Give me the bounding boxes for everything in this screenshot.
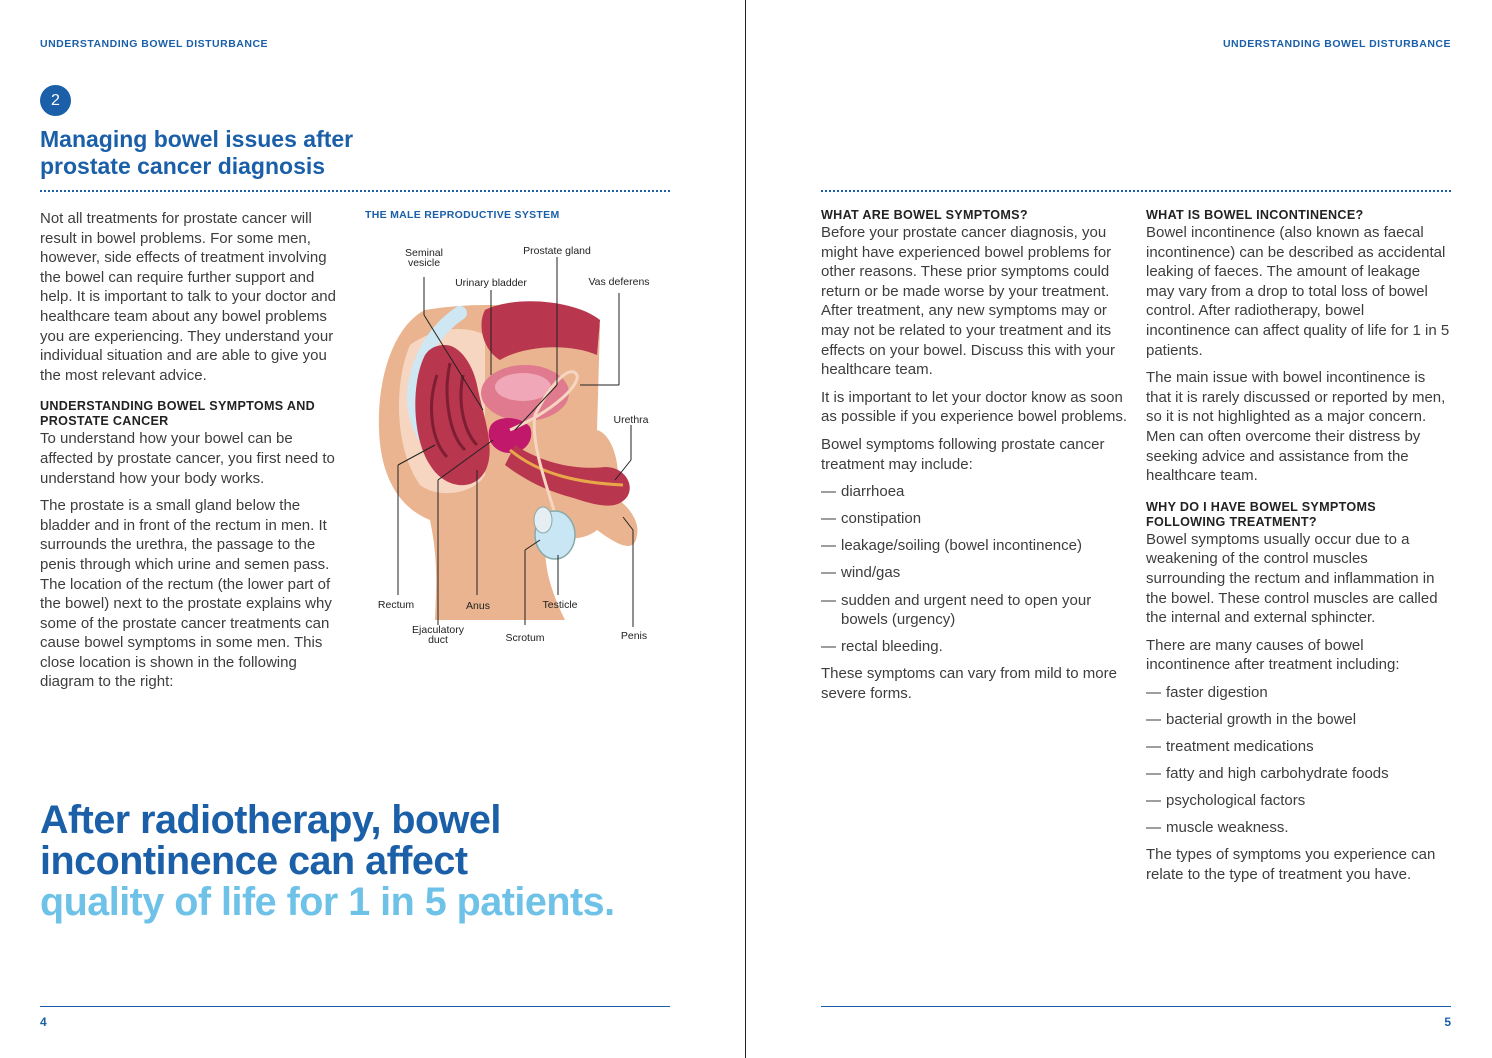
section-heading: WHY DO I HAVE BOWEL SYMPTOMS FOLLOWING TREATMENT? (1146, 499, 1376, 529)
body-paragraph: Bowel incontinence (also known as faecal incontinence) can be described as accidental leaking of faeces. The amount of leakage may vary from a drop to total loss of bowel control. After radiotherapy, bowel incontinence can affect quality of life for 1 in 5 patients. (1146, 224, 1450, 359)
running-header-right: UNDERSTANDING BOWEL DISTURBANCE (1222, 38, 1451, 50)
pull-quote (40, 800, 615, 923)
pull-quote-line: After radiotherapy, bowel (40, 798, 501, 842)
body-paragraph: It is important to let your doctor know as soon as possible if you experience bowel problems. (821, 388, 1127, 426)
intro-paragraph: Not all treatments for prostate cancer will result in bowel problems. For some men, however, side effects of treatment involving the bowel can require further support and help. It is important to talk to your doctor and healthcare team about any bowel problems you are experiencing. They understand your individual situation and are able to give you the most relevant advice. (40, 210, 336, 384)
footer-rule-left (40, 1006, 670, 1007)
body-paragraph: There are many causes of bowel incontinence after treatment including: (1146, 636, 1400, 674)
symptoms-column (821, 208, 1127, 711)
list-item: — diarrhoea (821, 483, 905, 501)
list-item: — rectal bleeding. (821, 638, 943, 656)
left-text-column (40, 209, 345, 700)
footer-rule-right (821, 1006, 1451, 1007)
label-urethra: Urethra (613, 414, 649, 426)
body-paragraph: The prostate is a small gland below the bladder and in front of the rectum in men. It surrounds the urethra, the passage to the penis through which urine and semen pass. The location of the rectum (the lower part of the bowel) next to the prostate explains why some of the prostate cancer treatments can cause bowel symptoms in some men. This close location is shown in the following diagram to the right: (40, 497, 332, 691)
page-number-right: 5 (1444, 1015, 1451, 1029)
body-paragraph: Bowel symptoms usually occur due to a weakening of the control muscles surrounding the rectum and inflammation in the bowel. These control muscles are called the internal and external sphincter. (1146, 530, 1438, 627)
symptoms-list (821, 482, 1127, 657)
symptoms-heading: UNDERSTANDING BOWEL SYMPTOMS AND PROSTATE CANCER (40, 399, 316, 429)
page-number-left: 4 (40, 1015, 47, 1029)
list-item: — constipation (821, 510, 922, 528)
list-item: — muscle weakness. (1146, 819, 1289, 837)
list-item: — sudden and urgent need to open your bowels (urgency) (821, 591, 1092, 629)
label-anus: Anus (466, 600, 490, 612)
diagram-title: THE MALE REPRODUCTIVE SYSTEM (365, 209, 560, 221)
list-item: — faster digestion (1146, 683, 1268, 701)
body-paragraph: To understand how your bowel can be affected by prostate cancer, you first need to understand how your body works. (40, 430, 335, 487)
label-testicle: Testicle (542, 599, 578, 611)
male-reproductive-system-diagram (365, 235, 670, 655)
dotted-divider-left (40, 190, 670, 192)
label-ejaculatory-duct: Ejaculatory (412, 624, 464, 636)
list-item: — bacterial growth in the bowel (1146, 710, 1357, 728)
body-paragraph: The main issue with bowel incontinence is that it is rarely discussed or reported by men, so it is not highlighted as a major concern. Men can often overcome their distress by seeking advice and assistance from the healthcare team. (1146, 369, 1446, 485)
running-header-left: UNDERSTANDING BOWEL DISTURBANCE (40, 38, 269, 50)
body-paragraph: Bowel symptoms following prostate cancer treatment may include: (821, 435, 1105, 473)
label-vas-deferens: Vas deferens (588, 276, 650, 288)
epididymis (534, 507, 552, 533)
section-heading: WHAT IS BOWEL INCONTINENCE? (1146, 208, 1364, 222)
label-seminal-vesicle: Seminal (405, 247, 443, 259)
body-paragraph: These symptoms can vary from mild to more severe forms. (821, 665, 1117, 702)
label-rectum: Rectum (377, 599, 415, 611)
list-item: — psychological factors (1146, 792, 1306, 810)
label-scrotum: Scrotum (505, 632, 545, 644)
list-item: — treatment medications (1146, 738, 1314, 756)
list-item: — leakage/soiling (bowel incontinence) (821, 537, 1082, 555)
body-paragraph: The types of symptoms you experience can relate to the type of treatment you have. (1146, 846, 1436, 884)
label-prostate-gland: Prostate gland (523, 245, 591, 257)
incontinence-column (1146, 208, 1451, 893)
pull-quote-line: incontinence can affect (40, 839, 468, 883)
body-paragraph: Before your prostate cancer diagnosis, you might have experienced bowel problems for other reasons. These prior symptoms could return or be made worse by your treatment. After treatment, any new symptoms may or may not be related to your treatment and its effects on your bowel. Discuss this with your healthcare team. (821, 224, 1116, 379)
bladder-highlight (495, 373, 551, 401)
list-item: — wind/gas (821, 564, 901, 582)
label-ejaculatory-duct: duct (428, 634, 448, 646)
label-urinary-bladder: Urinary bladder (455, 277, 527, 289)
section-number-badge: 2 (40, 85, 71, 116)
label-seminal-vesicle: vesicle (407, 257, 441, 269)
section-title: Managing bowel issues after prostate cancer diagnosis (40, 126, 354, 179)
page-spine (745, 0, 746, 1058)
causes-list (1146, 683, 1451, 838)
section-heading: WHAT ARE BOWEL SYMPTOMS? (821, 208, 1028, 222)
pull-quote-highlight: quality of life for 1 in 5 patients. (40, 880, 615, 924)
dotted-divider-right (821, 190, 1451, 192)
list-item: — fatty and high carbohydrate foods (1146, 765, 1389, 783)
label-penis: Penis (620, 630, 648, 642)
